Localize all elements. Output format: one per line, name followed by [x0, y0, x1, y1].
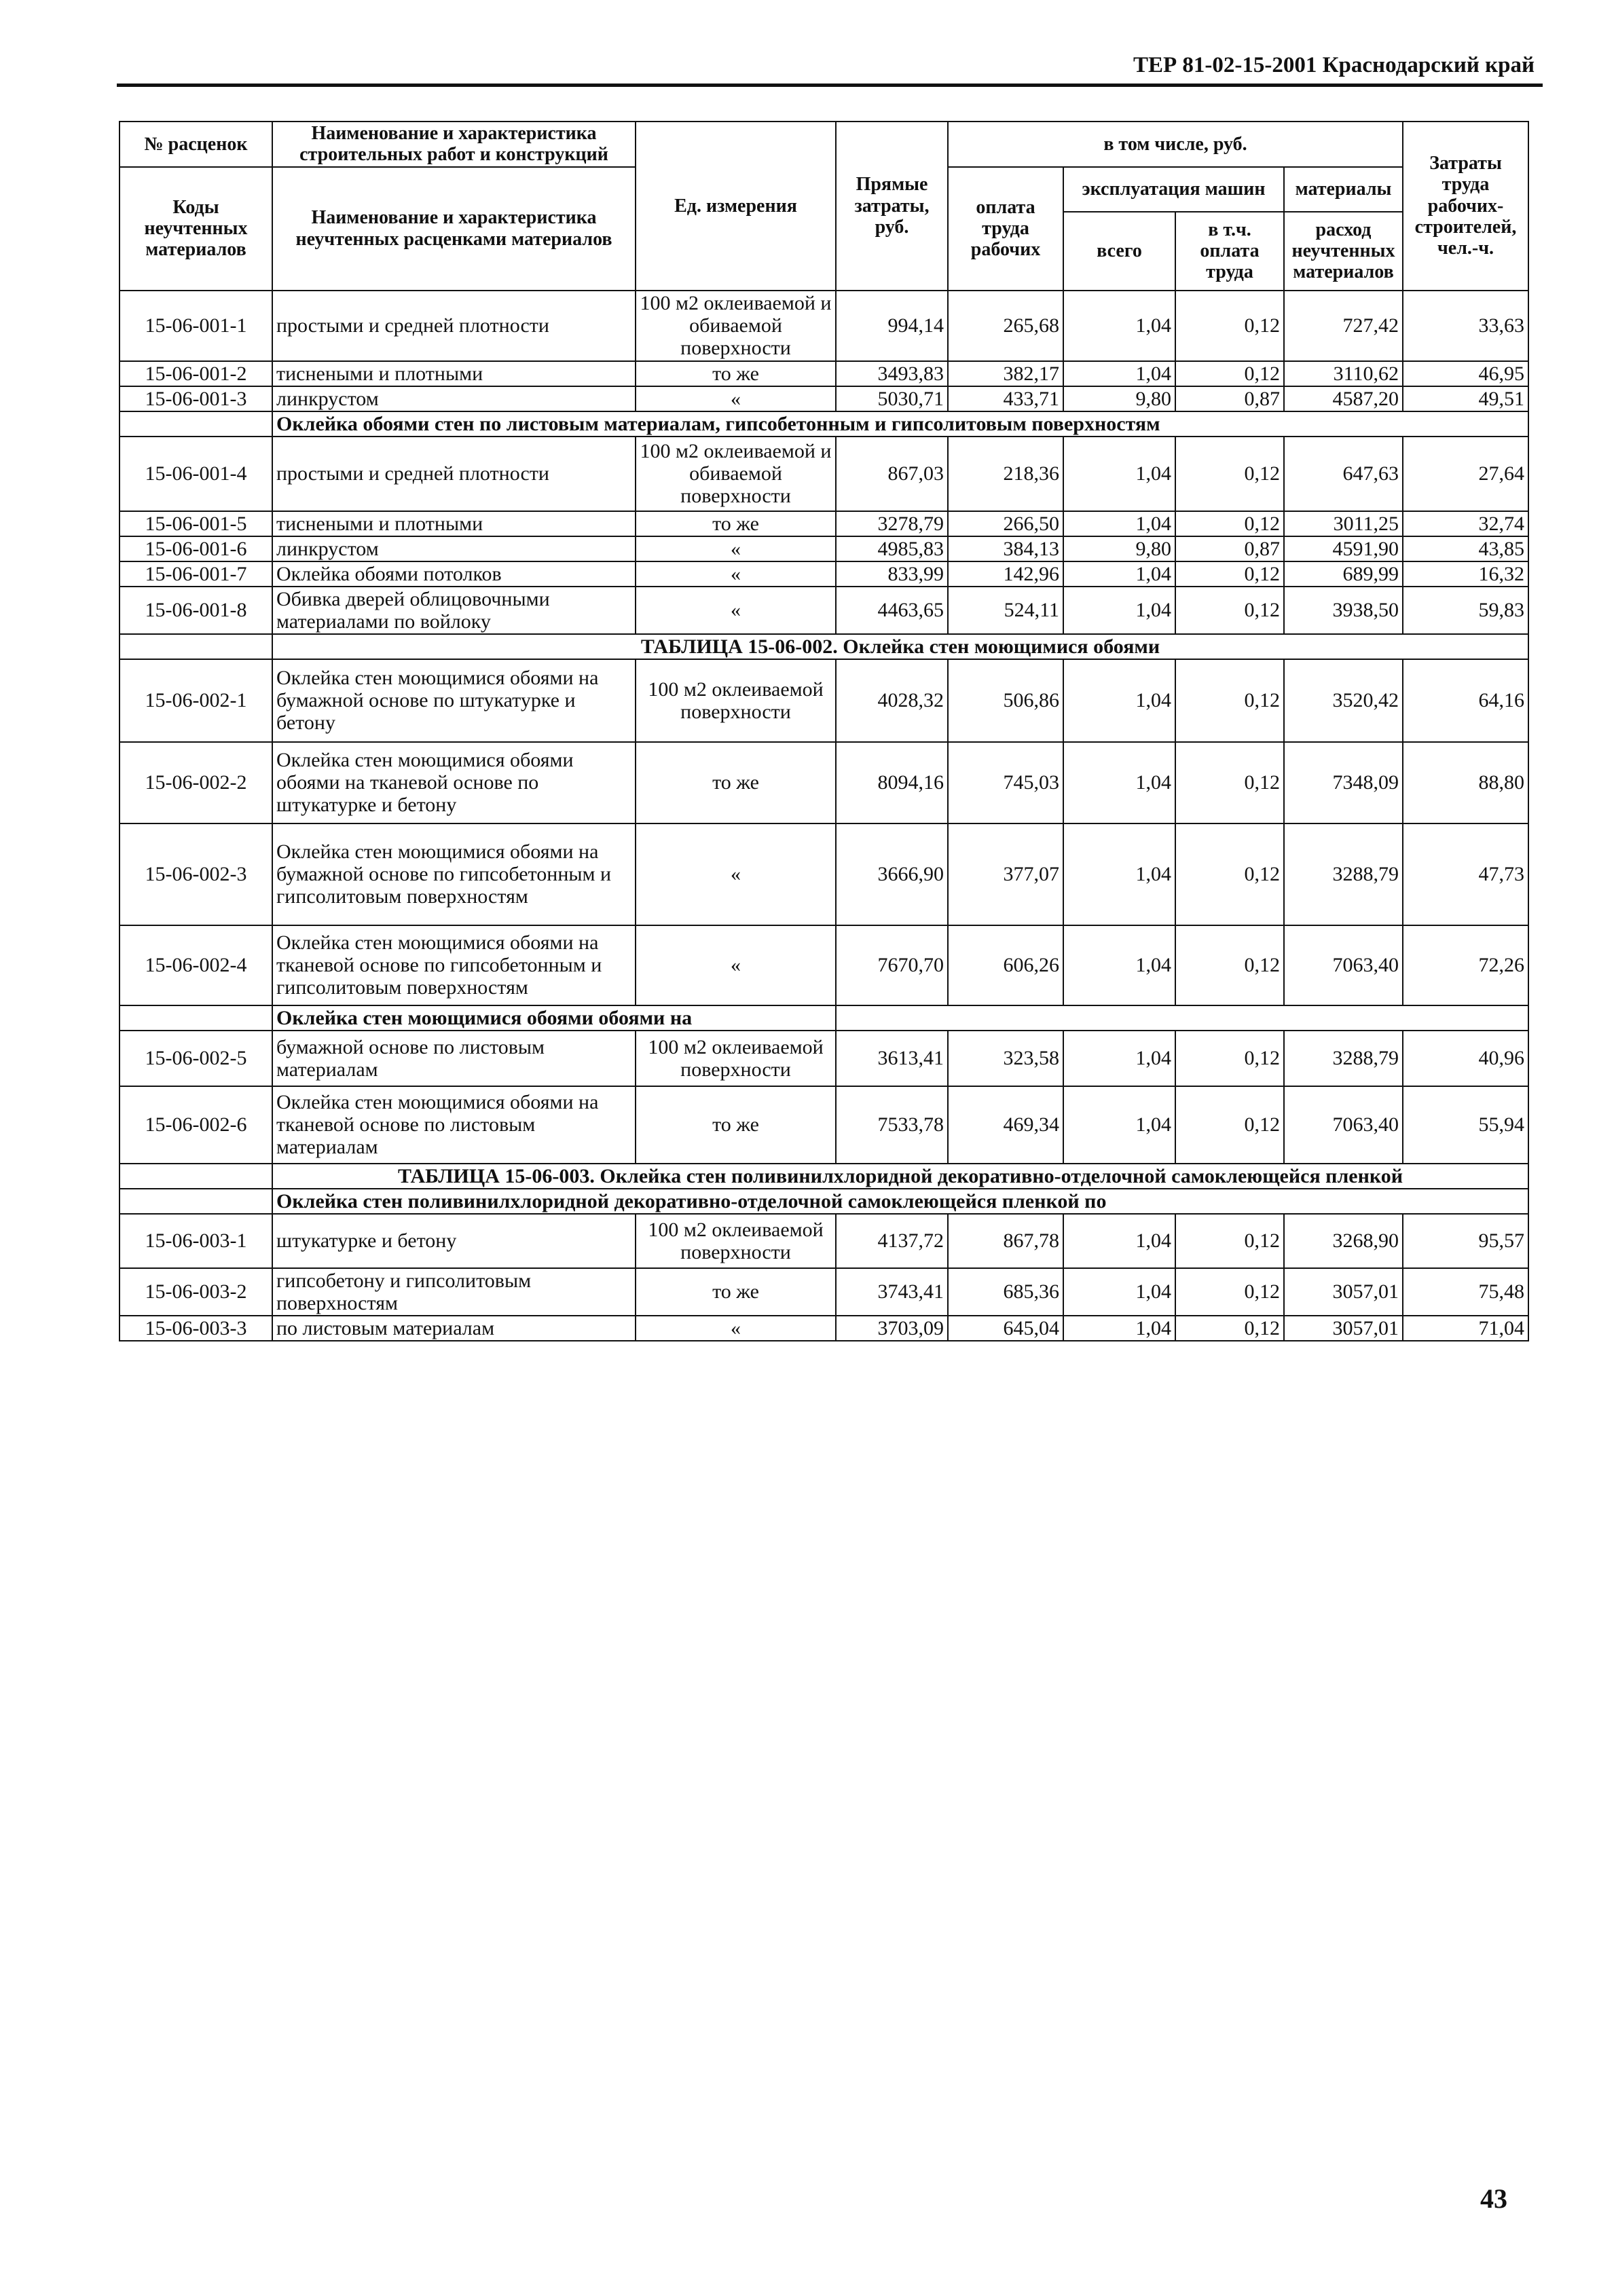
unit-cell: «: [636, 386, 836, 411]
machine-labor-cell: 0,12: [1175, 659, 1284, 742]
header-machine-ops: эксплуатация машин: [1063, 167, 1284, 212]
unit-cell: то же: [636, 511, 836, 536]
direct-costs-cell: 3278,79: [836, 511, 948, 536]
labor-costs-cell: 49,51: [1403, 386, 1528, 411]
work-name: Обивка дверей облицовочными материалами по войлоку: [272, 587, 636, 634]
unit-cell: 100 м2 оклеиваемой и обиваемой поверхности: [636, 291, 836, 361]
page-number: 43: [1480, 2183, 1507, 2214]
labor-costs-cell: 64,16: [1403, 659, 1528, 742]
machine-labor-cell: 0,12: [1175, 1031, 1284, 1086]
materials-cell: 647,63: [1284, 437, 1403, 511]
table-row: [120, 659, 1539, 742]
table-row: [120, 1316, 1539, 1341]
rate-code: 15-06-002-2: [120, 742, 272, 823]
machine-labor-cell: 0,12: [1175, 823, 1284, 925]
work-name: простыми и средней плотности: [272, 437, 636, 511]
rate-code: 15-06-002-4: [120, 925, 272, 1005]
header-rate-no: № расценок: [120, 122, 272, 167]
labor-pay-cell: 867,78: [948, 1214, 1063, 1268]
rate-code: 15-06-001-8: [120, 587, 272, 634]
section-empty-cell: [120, 1005, 272, 1031]
labor-pay-cell: 645,04: [948, 1316, 1063, 1341]
materials-cell: 3057,01: [1284, 1316, 1403, 1341]
machine-labor-cell: 0,12: [1175, 742, 1284, 823]
work-name: гипсобетону и гипсолитовым поверхностям: [272, 1268, 636, 1316]
labor-pay-cell: 265,68: [948, 291, 1063, 361]
rate-code: 15-06-002-3: [120, 823, 272, 925]
header-labor-costs: Затраты труда рабочих-строителей, чел.-ч.: [1403, 122, 1528, 291]
machine-total-cell: 1,04: [1063, 1214, 1175, 1268]
section-empty-cell: [836, 1005, 1528, 1031]
table-row: [120, 536, 1539, 561]
machine-labor-cell: 0,12: [1175, 361, 1284, 386]
materials-cell: 3268,90: [1284, 1214, 1403, 1268]
machine-total-cell: 1,04: [1063, 291, 1175, 361]
header-unit: Ед. измерения: [636, 122, 836, 291]
table-row: [120, 925, 1539, 1005]
machine-labor-cell: 0,12: [1175, 587, 1284, 634]
section-empty-cell: [120, 634, 272, 659]
header-materials: материалы: [1284, 167, 1403, 212]
machine-total-cell: 1,04: [1063, 361, 1175, 386]
unit-cell: 100 м2 оклеиваемой поверхности: [636, 1214, 836, 1268]
labor-pay-cell: 323,58: [948, 1031, 1063, 1086]
direct-costs-cell: 7533,78: [836, 1086, 948, 1164]
work-name: линкрустом: [272, 386, 636, 411]
section-empty-cell: [120, 1189, 272, 1214]
labor-costs-cell: 47,73: [1403, 823, 1528, 925]
document-header: ТЕР 81-02-15-2001 Краснодарский край: [1133, 53, 1535, 77]
rate-code: 15-06-001-3: [120, 386, 272, 411]
labor-pay-cell: 685,36: [948, 1268, 1063, 1316]
table-row: [120, 1086, 1539, 1164]
rate-code: 15-06-003-3: [120, 1316, 272, 1341]
labor-costs-cell: 32,74: [1403, 511, 1528, 536]
header-name-unaccounted: Наименование и характеристика неучтенных расценками материалов: [272, 167, 636, 291]
labor-costs-cell: 88,80: [1403, 742, 1528, 823]
table-caption-row: [120, 634, 1539, 659]
labor-pay-cell: 433,71: [948, 386, 1063, 411]
subsection-title: Оклейка стен моющимися обоями обоями на: [272, 1005, 836, 1031]
section-row: [120, 411, 1539, 437]
materials-cell: 7063,40: [1284, 925, 1403, 1005]
section-row: [120, 1189, 1539, 1214]
machine-total-cell: 1,04: [1063, 561, 1175, 587]
table-caption: ТАБЛИЦА 15-06-002. Оклейка стен моющимися обоями: [272, 634, 1528, 659]
machine-labor-cell: 0,12: [1175, 1268, 1284, 1316]
labor-costs-cell: 75,48: [1403, 1268, 1528, 1316]
rate-code: 15-06-001-6: [120, 536, 272, 561]
table-row: [120, 1214, 1539, 1268]
direct-costs-cell: 7670,70: [836, 925, 948, 1005]
work-name: тиснеными и плотными: [272, 511, 636, 536]
materials-cell: 727,42: [1284, 291, 1403, 361]
labor-pay-cell: 606,26: [948, 925, 1063, 1005]
work-name: Оклейка стен моющимися обоями на тканевой основе по листовым материалам: [272, 1086, 636, 1164]
header-rule: [117, 84, 1543, 87]
labor-costs-cell: 46,95: [1403, 361, 1528, 386]
machine-labor-cell: 0,12: [1175, 561, 1284, 587]
materials-cell: 3110,62: [1284, 361, 1403, 386]
labor-costs-cell: 59,83: [1403, 587, 1528, 634]
labor-costs-cell: 55,94: [1403, 1086, 1528, 1164]
table-row: [120, 587, 1539, 634]
header-labor-pay: оплата труда рабочих: [948, 167, 1063, 291]
rate-code: 15-06-002-1: [120, 659, 272, 742]
work-name: линкрустом: [272, 536, 636, 561]
rate-code: 15-06-001-5: [120, 511, 272, 536]
materials-cell: 3011,25: [1284, 511, 1403, 536]
materials-cell: 3288,79: [1284, 823, 1403, 925]
materials-cell: 4587,20: [1284, 386, 1403, 411]
direct-costs-cell: 4985,83: [836, 536, 948, 561]
table-caption-row: [120, 1164, 1539, 1189]
unit-cell: «: [636, 536, 836, 561]
materials-cell: 3057,01: [1284, 1268, 1403, 1316]
unit-cell: 100 м2 оклеиваемой и обиваемой поверхности: [636, 437, 836, 511]
machine-labor-cell: 0,12: [1175, 437, 1284, 511]
materials-cell: 689,99: [1284, 561, 1403, 587]
direct-costs-cell: 3613,41: [836, 1031, 948, 1086]
materials-cell: 7348,09: [1284, 742, 1403, 823]
machine-labor-cell: 0,12: [1175, 925, 1284, 1005]
materials-cell: 7063,40: [1284, 1086, 1403, 1164]
machine-total-cell: 9,80: [1063, 386, 1175, 411]
direct-costs-cell: 3703,09: [836, 1316, 948, 1341]
unit-cell: то же: [636, 742, 836, 823]
labor-costs-cell: 72,26: [1403, 925, 1528, 1005]
table-head: [120, 122, 1539, 291]
section-empty-cell: [120, 411, 272, 437]
labor-pay-cell: 524,11: [948, 587, 1063, 634]
materials-cell: 3520,42: [1284, 659, 1403, 742]
direct-costs-cell: 4137,72: [836, 1214, 948, 1268]
rate-code: 15-06-001-4: [120, 437, 272, 511]
table-body: [120, 291, 1539, 1341]
table-row: [120, 511, 1539, 536]
machine-labor-cell: 0,87: [1175, 536, 1284, 561]
machine-total-cell: 1,04: [1063, 437, 1175, 511]
labor-pay-cell: 142,96: [948, 561, 1063, 587]
section-empty-cell: [120, 1164, 272, 1189]
labor-costs-cell: 27,64: [1403, 437, 1528, 511]
header-machine-labor: в т.ч. оплата труда: [1175, 212, 1284, 291]
machine-total-cell: 1,04: [1063, 511, 1175, 536]
direct-costs-cell: 3666,90: [836, 823, 948, 925]
header-materials-unaccounted: расход неучтенных материалов: [1284, 212, 1403, 291]
labor-costs-cell: 40,96: [1403, 1031, 1528, 1086]
unit-cell: «: [636, 925, 836, 1005]
unit-cell: 100 м2 оклеиваемой поверхности: [636, 1031, 836, 1086]
machine-total-cell: 1,04: [1063, 742, 1175, 823]
table-row: [120, 742, 1539, 823]
work-name: штукатурке и бетону: [272, 1214, 636, 1268]
direct-costs-cell: 8094,16: [836, 742, 948, 823]
work-name: Оклейка стен моющимися обоями на бумажной основе по гипсобетонным и гипсолитовым поверхностям: [272, 823, 636, 925]
unit-cell: 100 м2 оклеиваемой поверхности: [636, 659, 836, 742]
unit-cell: «: [636, 1316, 836, 1341]
rate-code: 15-06-003-2: [120, 1268, 272, 1316]
labor-pay-cell: 469,34: [948, 1086, 1063, 1164]
header-direct-costs: Прямые затраты, руб.: [836, 122, 948, 291]
labor-costs-cell: 71,04: [1403, 1316, 1528, 1341]
machine-total-cell: 9,80: [1063, 536, 1175, 561]
work-name: тиснеными и плотными: [272, 361, 636, 386]
direct-costs-cell: 833,99: [836, 561, 948, 587]
labor-pay-cell: 218,36: [948, 437, 1063, 511]
machine-labor-cell: 0,12: [1175, 1316, 1284, 1341]
rate-code: 15-06-001-2: [120, 361, 272, 386]
machine-total-cell: 1,04: [1063, 1268, 1175, 1316]
section-row: [120, 1005, 1539, 1031]
materials-cell: 4591,90: [1284, 536, 1403, 561]
labor-costs-cell: 43,85: [1403, 536, 1528, 561]
table-row: [120, 386, 1539, 411]
header-codes-unaccounted: Коды неучтенных материалов: [120, 167, 272, 291]
labor-pay-cell: 377,07: [948, 823, 1063, 925]
machine-total-cell: 1,04: [1063, 587, 1175, 634]
header-name-work: Наименование и характеристика строительных работ и конструкций: [272, 122, 636, 167]
direct-costs-cell: 867,03: [836, 437, 948, 511]
work-name: Оклейка стен моющимися обоями на тканевой основе по гипсобетонным и гипсолитовым поверхностям: [272, 925, 636, 1005]
direct-costs-cell: 3493,83: [836, 361, 948, 386]
unit-cell: «: [636, 823, 836, 925]
labor-pay-cell: 745,03: [948, 742, 1063, 823]
labor-pay-cell: 506,86: [948, 659, 1063, 742]
unit-cell: «: [636, 587, 836, 634]
rate-code: 15-06-002-6: [120, 1086, 272, 1164]
labor-pay-cell: 382,17: [948, 361, 1063, 386]
labor-costs-cell: 16,32: [1403, 561, 1528, 587]
machine-labor-cell: 0,12: [1175, 511, 1284, 536]
materials-cell: 3938,50: [1284, 587, 1403, 634]
direct-costs-cell: 4028,32: [836, 659, 948, 742]
machine-total-cell: 1,04: [1063, 1031, 1175, 1086]
work-name: по листовым материалам: [272, 1316, 636, 1341]
rate-code: 15-06-002-5: [120, 1031, 272, 1086]
table-row: [120, 291, 1539, 361]
section-title: Оклейка стен поливинилхлоридной декоративно-отделочной самоклеющейся пленкой по: [272, 1189, 1528, 1214]
table-row: [120, 1268, 1539, 1316]
header-machine-total: всего: [1063, 212, 1175, 291]
machine-total-cell: 1,04: [1063, 823, 1175, 925]
work-name: Оклейка стен моющимися обоями обоями на тканевой основе по штукатурке и бетону: [272, 742, 636, 823]
labor-pay-cell: 384,13: [948, 536, 1063, 561]
work-name: Оклейка стен моющимися обоями на бумажной основе по штукатурке и бетону: [272, 659, 636, 742]
unit-cell: то же: [636, 1268, 836, 1316]
table-caption: ТАБЛИЦА 15-06-003. Оклейка стен поливинилхлоридной декоративно-отделочной самоклеющейся пленкой: [272, 1164, 1528, 1189]
table-row: [120, 823, 1539, 925]
machine-total-cell: 1,04: [1063, 925, 1175, 1005]
machine-labor-cell: 0,12: [1175, 1086, 1284, 1164]
direct-costs-cell: 5030,71: [836, 386, 948, 411]
machine-labor-cell: 0,12: [1175, 1214, 1284, 1268]
unit-cell: «: [636, 561, 836, 587]
unit-cell: то же: [636, 361, 836, 386]
work-name: бумажной основе по листовым материалам: [272, 1031, 636, 1086]
machine-total-cell: 1,04: [1063, 1316, 1175, 1341]
rate-code: 15-06-003-1: [120, 1214, 272, 1268]
table-row: [120, 561, 1539, 587]
table-row: [120, 361, 1539, 386]
header-including: в том числе, руб.: [948, 122, 1403, 167]
direct-costs-cell: 994,14: [836, 291, 948, 361]
table-row: [120, 437, 1539, 511]
materials-cell: 3288,79: [1284, 1031, 1403, 1086]
table-row: [120, 1031, 1539, 1086]
machine-total-cell: 1,04: [1063, 659, 1175, 742]
work-name: простыми и средней плотности: [272, 291, 636, 361]
rate-code: 15-06-001-7: [120, 561, 272, 587]
direct-costs-cell: 3743,41: [836, 1268, 948, 1316]
machine-total-cell: 1,04: [1063, 1086, 1175, 1164]
section-title: Оклейка обоями стен по листовым материалам, гипсобетонным и гипсолитовым поверхностям: [272, 411, 1528, 437]
labor-costs-cell: 95,57: [1403, 1214, 1528, 1268]
rates-table: [119, 121, 1540, 1341]
machine-labor-cell: 0,87: [1175, 386, 1284, 411]
direct-costs-cell: 4463,65: [836, 587, 948, 634]
labor-costs-cell: 33,63: [1403, 291, 1528, 361]
labor-pay-cell: 266,50: [948, 511, 1063, 536]
rate-code: 15-06-001-1: [120, 291, 272, 361]
work-name: Оклейка обоями потолков: [272, 561, 636, 587]
machine-labor-cell: 0,12: [1175, 291, 1284, 361]
unit-cell: то же: [636, 1086, 836, 1164]
